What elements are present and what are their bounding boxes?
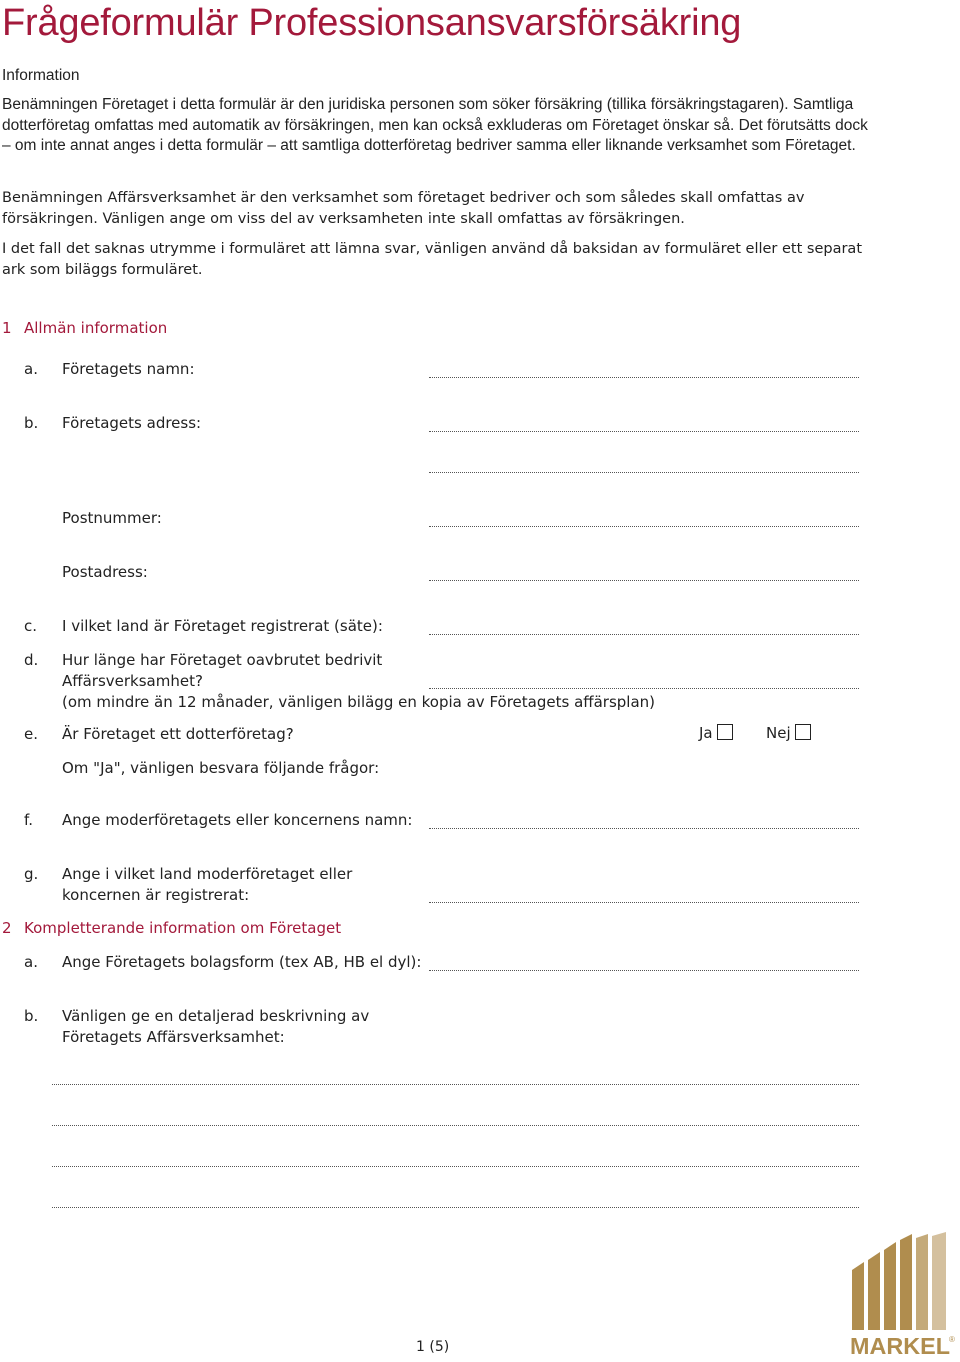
question-label: Ange moderföretagets eller koncernens namn: — [62, 811, 413, 829]
question-1b — [24, 413, 201, 434]
question-label: Är Företaget ett dotterföretag? — [62, 725, 294, 743]
postadress-label: Postadress: — [62, 563, 148, 581]
company-address-field-2[interactable] — [429, 472, 859, 473]
question-label-line: Ange i vilket land moderföretaget eller — [62, 865, 353, 883]
page-number: 1 (5) — [416, 1339, 450, 1355]
question-2b — [24, 1006, 369, 1048]
section-2-title: Kompletterande information om Företaget — [24, 919, 342, 937]
question-label-line: Affärsverksamhet? — [62, 672, 203, 690]
question-label-line: Hur länge har Företaget oavbrutet bedrivit — [62, 651, 383, 669]
markel-logo-text: MARKEL — [850, 1333, 950, 1357]
question-1a — [24, 359, 195, 380]
question-label-line: Företagets Affärsverksamhet: — [62, 1028, 285, 1046]
question-label-line: koncernen är registrerat: — [62, 886, 250, 904]
question-letter: a. — [24, 360, 38, 378]
markel-logo — [850, 1232, 958, 1357]
question-label: Företagets adress: — [62, 414, 202, 432]
question-1d — [24, 650, 655, 713]
company-name-field[interactable] — [429, 377, 859, 378]
registration-country-field[interactable] — [429, 634, 859, 635]
postnummer-field[interactable] — [429, 526, 859, 527]
postadress-field[interactable] — [429, 580, 859, 581]
question-label: Ange Företagets bolagsform (tex AB, HB el dyl): — [62, 953, 422, 971]
business-duration-field[interactable] — [429, 688, 859, 689]
section-1-title: Allmän information — [24, 319, 168, 337]
section-1-heading — [2, 319, 167, 337]
question-label — [62, 1006, 369, 1048]
question-letter: f. — [24, 811, 33, 829]
no-option[interactable] — [766, 724, 811, 742]
yes-option[interactable] — [699, 724, 733, 742]
question-letter: a. — [24, 953, 38, 971]
info-heading: Information — [2, 67, 80, 84]
section-2-number: 2 — [2, 919, 12, 937]
question-letter: d. — [24, 651, 39, 669]
business-description-line-3[interactable] — [52, 1166, 859, 1167]
no-label: Nej — [766, 724, 791, 742]
question-note: (om mindre än 12 månader, vänligen bilägg en kopia av Företagets affärsplan) — [62, 693, 656, 711]
parent-company-country-field[interactable] — [429, 902, 859, 903]
question-1e — [24, 724, 294, 745]
company-address-field[interactable] — [429, 431, 859, 432]
question-1c — [24, 616, 383, 637]
markel-logo-mark — [850, 1232, 958, 1357]
business-description-line-1[interactable] — [52, 1084, 859, 1085]
question-letter: e. — [24, 725, 38, 743]
info-paragraph-1: Benämningen Företaget i detta formulär är den juridiska personen som söker försäkring (tillika försäkringstagaren). Samtliga dotterföretag omfattas med automatik av försäkringen, men kan också exkluderas om Företaget önskar så. Det förutsätts dock – om inte annat anges i detta formulär – att samtliga dotterföretag bedriver samma eller liknande verksamhet som Företaget. — [2, 96, 868, 154]
question-label: Företagets namn: — [62, 360, 195, 378]
registered-mark: ® — [949, 1335, 955, 1344]
question-label — [62, 864, 352, 906]
question-1g — [24, 864, 352, 906]
if-yes-instruction: Om "Ja", vänligen besvara följande frågor: — [62, 759, 380, 777]
info-paragraph-3: I det fall det saknas utrymme i formuläret att lämna svar, vänligen använd då baksidan av formuläret eller ett separat ark som biläggs formuläret. — [2, 241, 863, 278]
question-1f — [24, 810, 412, 831]
business-description-line-4[interactable] — [52, 1207, 859, 1208]
section-2-heading — [2, 919, 341, 937]
section-1-number: 1 — [2, 319, 12, 337]
question-label: I vilket land är Företaget registrerat (säte): — [62, 617, 383, 635]
question-letter: b. — [24, 414, 39, 432]
question-letter: g. — [24, 865, 39, 883]
question-2a — [24, 952, 421, 973]
page-title: Frågeformulär Professionsansvarsförsäkring — [2, 2, 742, 44]
question-letter: c. — [24, 617, 38, 635]
no-checkbox[interactable] — [795, 724, 811, 740]
yes-label: Ja — [699, 724, 713, 742]
parent-company-name-field[interactable] — [429, 828, 859, 829]
yes-checkbox[interactable] — [717, 724, 733, 740]
question-label — [62, 650, 655, 713]
info-paragraph-2: Benämningen Affärsverksamhet är den verksamhet som företaget bedriver och som således skall omfattas av försäkringen. Vänligen ange om viss del av verksamheten inte skall omfattas av försäkringen. — [2, 190, 805, 227]
company-form-field[interactable] — [429, 970, 859, 971]
business-description-line-2[interactable] — [52, 1125, 859, 1126]
question-label-line: Vänligen ge en detaljerad beskrivning av — [62, 1007, 370, 1025]
question-letter: b. — [24, 1007, 39, 1025]
postnummer-label: Postnummer: — [62, 509, 162, 527]
